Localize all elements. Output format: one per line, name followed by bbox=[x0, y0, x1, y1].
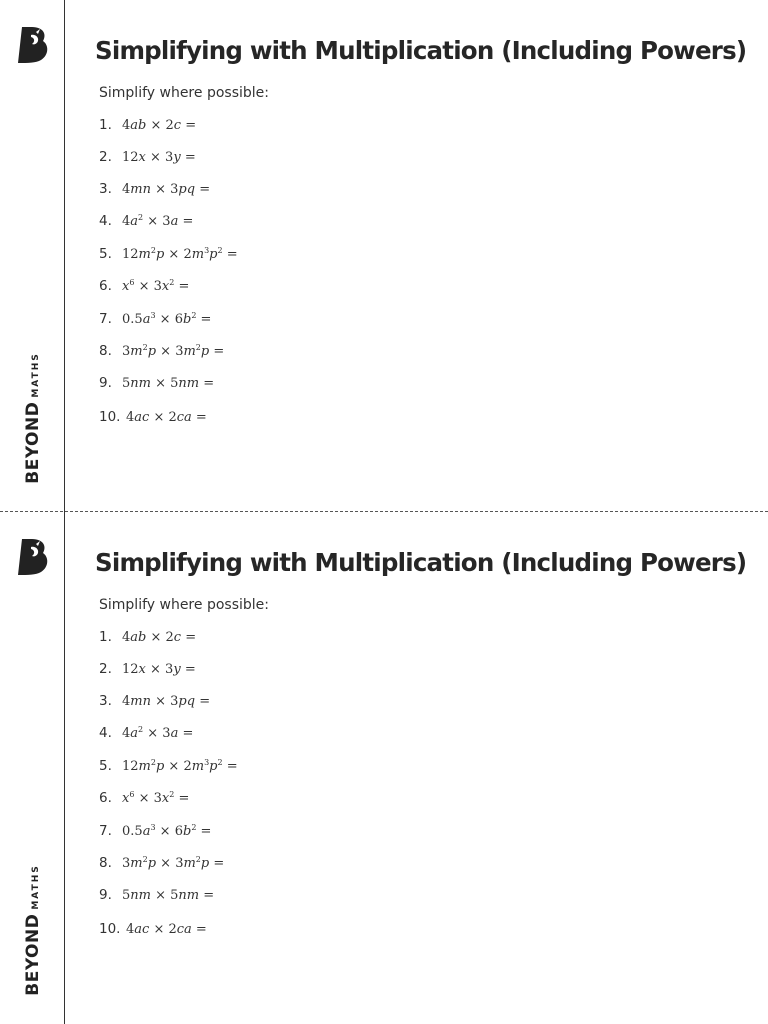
question-9: 9. 5nm × 5nm = bbox=[99, 375, 215, 391]
margin-rule bbox=[64, 512, 65, 1024]
instruction: Simplify where possible: bbox=[99, 597, 269, 613]
beyond-logo-icon bbox=[16, 537, 50, 577]
worksheet-bottom bbox=[0, 512, 768, 1024]
question-8: 8. $3m^2p \times 3m^2p$ = bbox=[99, 343, 225, 359]
beyond-logo-icon bbox=[16, 25, 50, 65]
brand-vertical bbox=[23, 864, 43, 995]
brand-big: BEYOND bbox=[23, 401, 43, 484]
question-10: 10. 4ac × 2ca = bbox=[99, 409, 207, 425]
question-6: 6. $x^6 \times 3x^2$ = bbox=[99, 790, 190, 806]
question-4: 4. $4a^2 \times 3a$ = bbox=[99, 213, 194, 229]
question-1: 1. 4ab × 2c = bbox=[99, 629, 197, 645]
question-2: 2. 12x × 3y = bbox=[99, 661, 196, 677]
question-7: 7. $0.5a^3 \times 6b^2$ = bbox=[99, 823, 212, 839]
question-9: 9. 5nm × 5nm = bbox=[99, 887, 215, 903]
question-3: 3. 4mn × 3pq = bbox=[99, 181, 211, 197]
instruction: Simplify where possible: bbox=[99, 85, 269, 101]
question-2: 2. 12x × 3y = bbox=[99, 149, 196, 165]
brand-big: BEYOND bbox=[23, 913, 43, 996]
question-8: 8. $3m^2p \times 3m^2p$ = bbox=[99, 855, 225, 871]
worksheet-title: Simplifying with Multiplication (Including Powers) bbox=[95, 548, 747, 577]
brand-small: MATHS bbox=[31, 864, 41, 910]
margin-rule bbox=[64, 0, 65, 512]
question-10: 10. 4ac × 2ca = bbox=[99, 921, 207, 937]
question-3: 3. 4mn × 3pq = bbox=[99, 693, 211, 709]
worksheet-title: Simplifying with Multiplication (Including Powers) bbox=[95, 36, 747, 65]
question-6: 6. $x^6 \times 3x^2$ = bbox=[99, 278, 190, 294]
question-7: 7. $0.5a^3 \times 6b^2$ = bbox=[99, 311, 212, 327]
question-5: 5. $12m^2p \times 2m^3p^2$ = bbox=[99, 758, 238, 774]
brand-vertical bbox=[23, 352, 43, 483]
question-1: 1. 4ab × 2c = bbox=[99, 117, 197, 133]
brand-small: MATHS bbox=[31, 352, 41, 398]
question-4: 4. $4a^2 \times 3a$ = bbox=[99, 725, 194, 741]
question-5: 5. $12m^2p \times 2m^3p^2$ = bbox=[99, 246, 238, 262]
